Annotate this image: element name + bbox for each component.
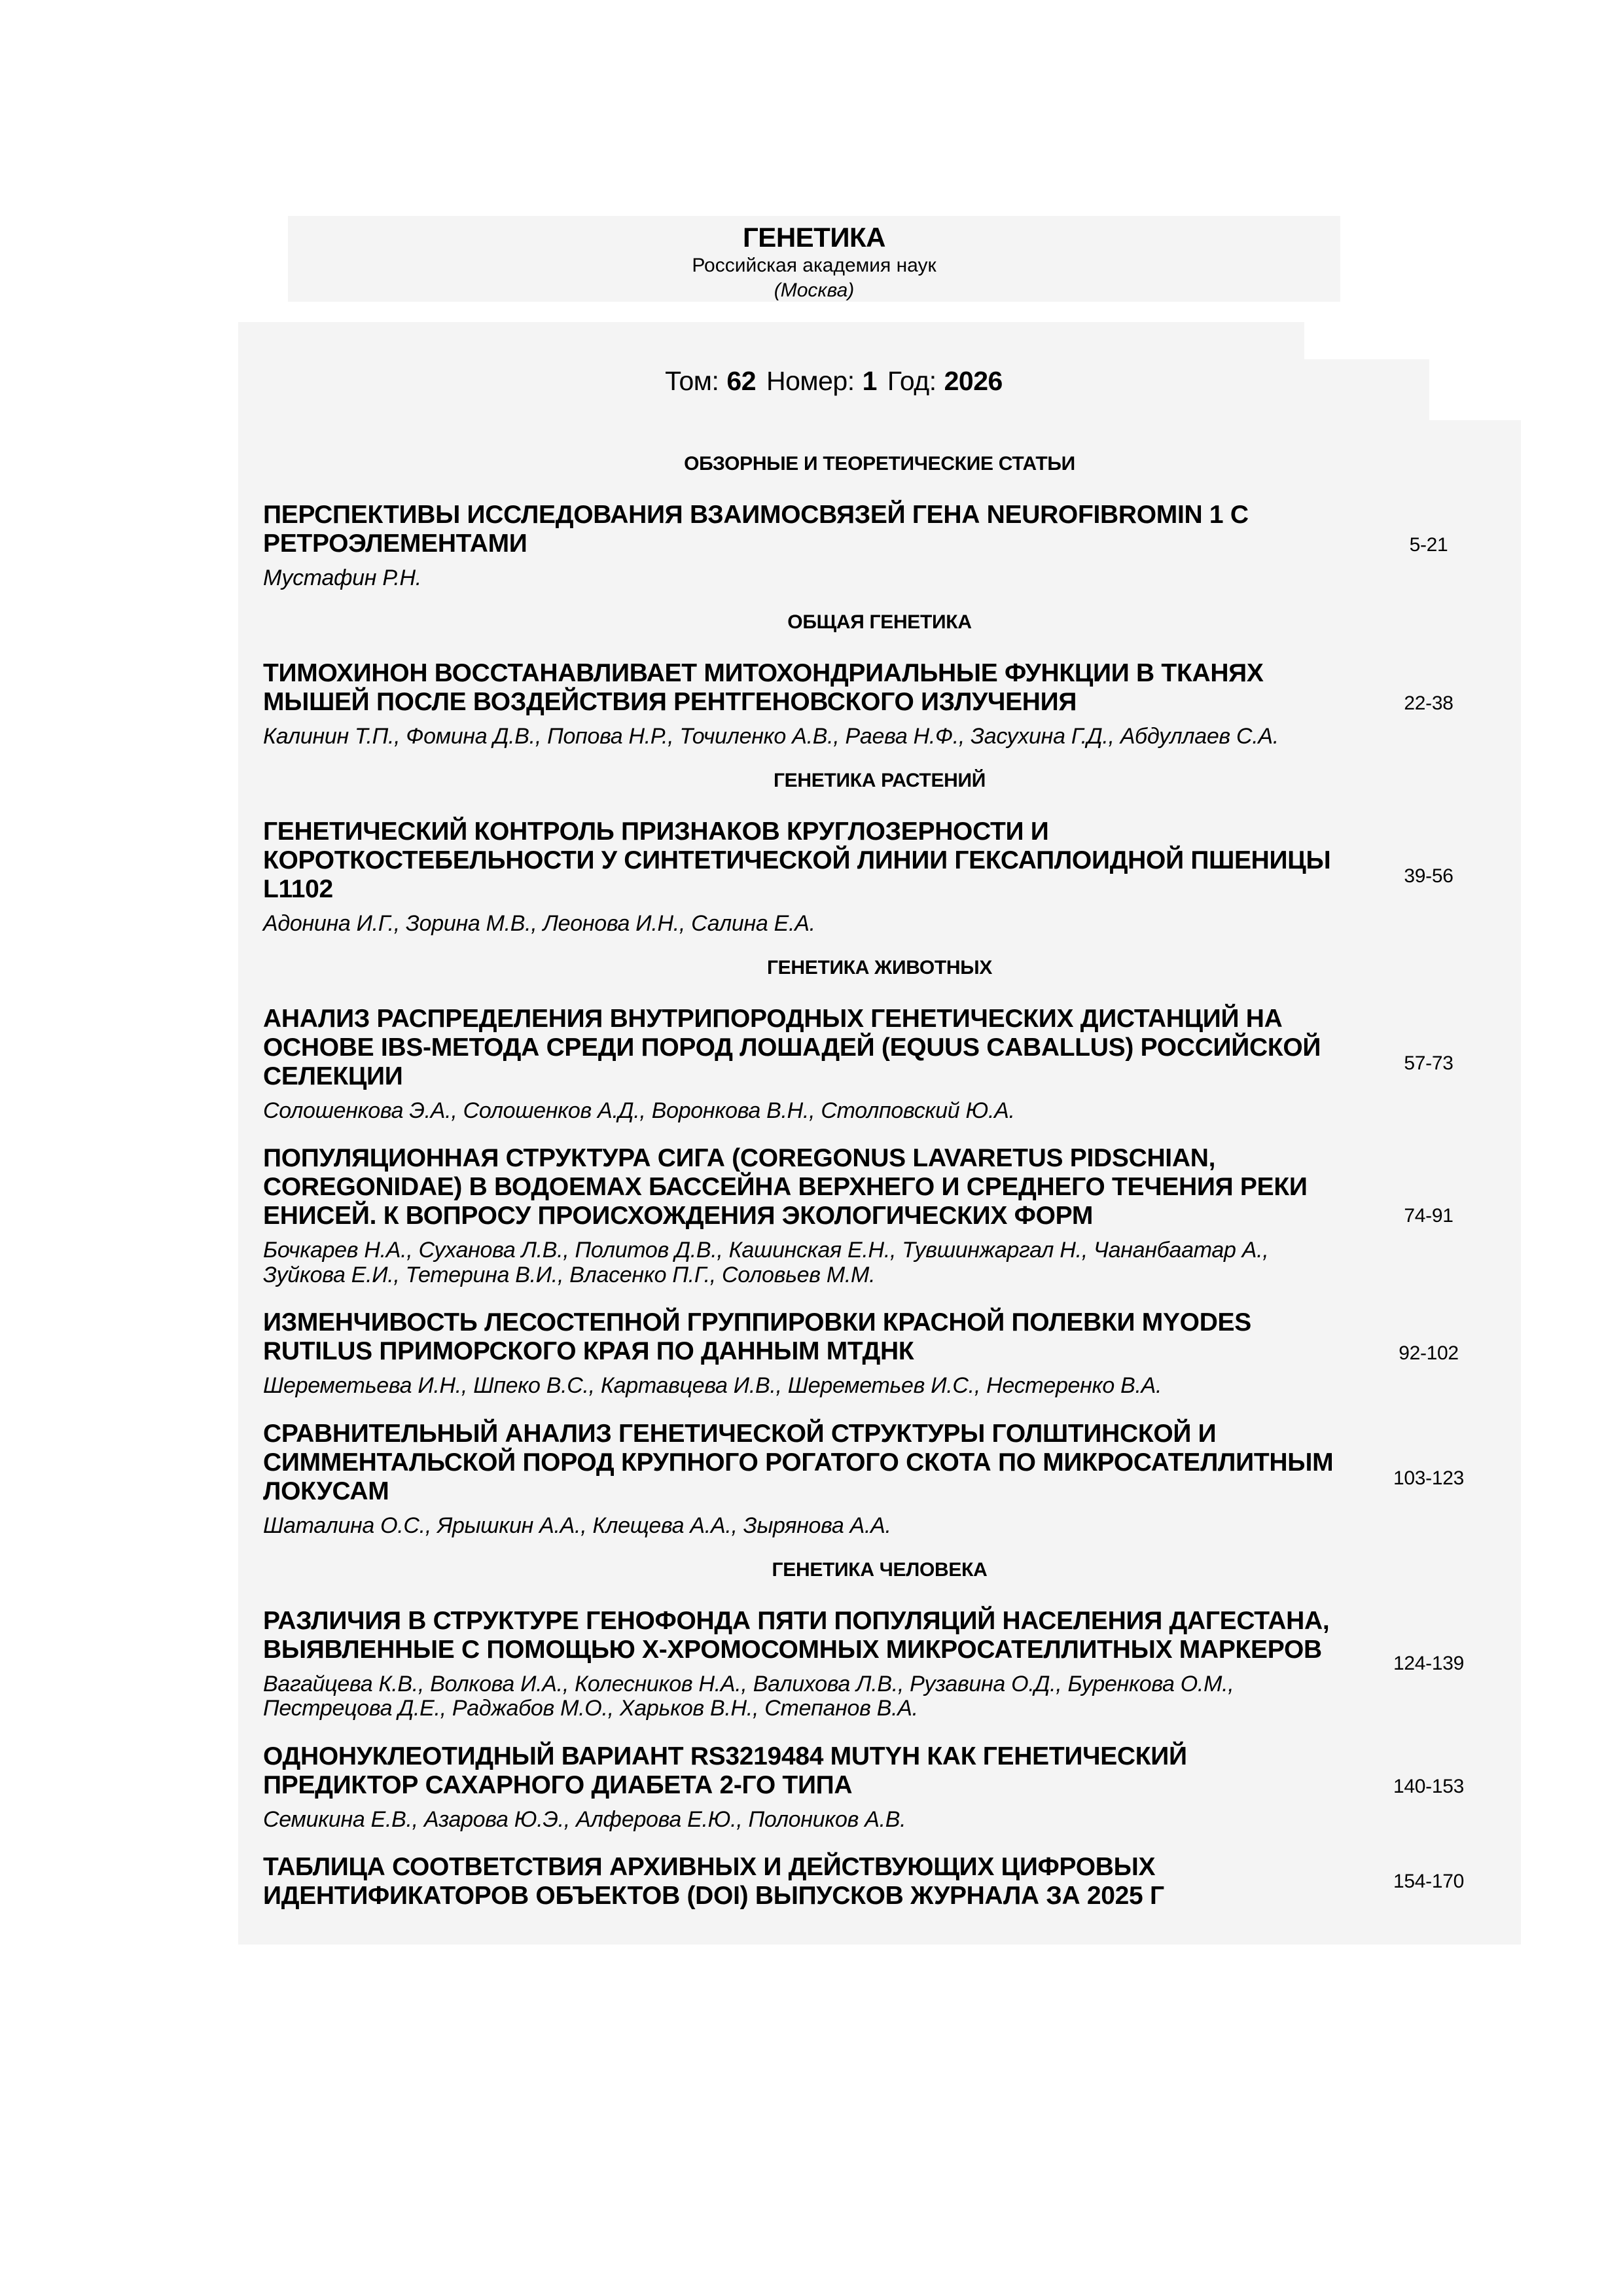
- number-value: 1: [862, 366, 877, 396]
- article-row: [238, 1308, 1521, 1399]
- article-main: [263, 1144, 1336, 1287]
- article-title: ТИМОХИНОН ВОССТАНАВЛИВАЕТ МИТОХОНДРИАЛЬНЫЕ ФУНКЦИИ В ТКАНЯХ МЫШЕЙ ПОСЛЕ ВОЗДЕЙСТВИЯ РЕНТГЕНОВСКОГО ИЗЛУЧЕНИЯ: [263, 658, 1264, 716]
- article-title: ПОПУЛЯЦИОННАЯ СТРУКТУРА СИГА (COREGONUS LAVARETUS PIDSCHIAN, COREGONIDAE) В ВОДОЕМАХ БАССЕЙНА ВЕРХНЕГО И СРЕДНЕГО ТЕЧЕНИЯ РЕКИ ЕНИСЕЙ. К ВОПРОСУ ПРОИСХОЖДЕНИЯ ЭКОЛОГИЧЕСКИХ ФОРМ: [263, 1144, 1308, 1230]
- article-pages: 103-123: [1393, 1467, 1464, 1490]
- article-pages: 39-56: [1404, 865, 1454, 888]
- volume-value: 62: [726, 366, 756, 396]
- article-pages: 5-21: [1409, 534, 1448, 556]
- article-main: [263, 1853, 1336, 1910]
- article-row: [238, 817, 1521, 937]
- article-title: ТАБЛИЦА СООТВЕТСТВИЯ АРХИВНЫХ И ДЕЙСТВУЮЩИХ ЦИФРОВЫХ ИДЕНТИФИКАТОРОВ ОБЪЕКТОВ (DOI) ВЫПУСКОВ ЖУРНАЛА ЗА 2025 Г: [263, 1853, 1164, 1910]
- number-label: Номер:: [766, 366, 855, 396]
- article-title: СРАВНИТЕЛЬНЫЙ АНАЛИЗ ГЕНЕТИЧЕСКОЙ СТРУКТУРЫ ГОЛШТИНСКОЙ И СИММЕНТАЛЬСКОЙ ПОРОД КРУПНОГО РОГАТОГО СКОТА ПО МИКРОСАТЕЛЛИТНЫМ ЛОКУСАМ: [263, 1419, 1334, 1505]
- section-heading: ОБЗОРНЫЕ И ТЕОРЕТИЧЕСКИЕ СТАТЬИ: [684, 453, 1075, 475]
- article-authors: Солошенкова Э.А., Солошенков А.Д., Воронкова В.Н., Столповский Ю.А.: [263, 1098, 1015, 1123]
- article-pages: 57-73: [1404, 1052, 1454, 1075]
- section-heading: ГЕНЕТИКА РАСТЕНИЙ: [773, 770, 986, 792]
- article-pages-column: [1336, 1420, 1521, 1539]
- journal-header: [288, 216, 1340, 302]
- journal-city: (Москва): [774, 279, 855, 302]
- article-row: [238, 1607, 1521, 1721]
- article-pages: 92-102: [1399, 1342, 1459, 1364]
- article-pages-column: [1336, 1308, 1521, 1399]
- table-of-contents: [238, 420, 1521, 1945]
- article-main: [263, 1607, 1336, 1721]
- article-row: [238, 1742, 1521, 1833]
- article-authors: Мустафин Р.Н.: [263, 565, 421, 590]
- article-title: ИЗМЕНЧИВОСТЬ ЛЕСОСТЕПНОЙ ГРУППИРОВКИ КРАСНОЙ ПОЛЕВКИ MYODES RUTILUS ПРИМОРСКОГО КРАЯ ПО ДАННЫМ МТДНК: [263, 1308, 1251, 1366]
- article-pages-column: [1336, 817, 1521, 937]
- article-pages-column: [1336, 1853, 1521, 1910]
- article-authors: Калинин Т.П., Фомина Д.В., Попова Н.Р., Точиленко А.В., Раева Н.Ф., Засухина Г.Д., Абдуллаев С.А.: [263, 723, 1279, 749]
- article-main: [263, 501, 1336, 591]
- article-title: ОДНОНУКЛЕОТИДНЫЙ ВАРИАНТ RS3219484 MUTYH КАК ГЕНЕТИЧЕСКИЙ ПРЕДИКТОР САХАРНОГО ДИАБЕТА 2-ГО ТИПА: [263, 1742, 1187, 1799]
- section-heading: ГЕНЕТИКА ЖИВОТНЫХ: [766, 957, 993, 979]
- article-main: [263, 1005, 1336, 1124]
- article-title: ПЕРСПЕКТИВЫ ИССЛЕДОВАНИЯ ВЗАИМОСВЯЗЕЙ ГЕНА NEUROFIBROMIN 1 С РЕТРОЭЛЕМЕНТАМИ: [263, 500, 1249, 558]
- article-title: РАЗЛИЧИЯ В СТРУКТУРЕ ГЕНОФОНДА ПЯТИ ПОПУЛЯЦИЙ НАСЕЛЕНИЯ ДАГЕСТАНА, ВЫЯВЛЕННЫЕ С ПОМОЩЬЮ Х-ХРОМОСОМНЫХ МИКРОСАТЕЛЛИТНЫХ МАРКЕРОВ: [263, 1606, 1330, 1664]
- article-pages-column: [1336, 1742, 1521, 1833]
- article-main: [263, 659, 1336, 749]
- article-title: АНАЛИЗ РАСПРЕДЕЛЕНИЯ ВНУТРИПОРОДНЫХ ГЕНЕТИЧЕСКИХ ДИСТАНЦИЙ НА ОСНОВЕ IBS-МЕТОДА СРЕДИ ПОРОД ЛОШАДЕЙ (EQUUS CABALLUS) РОССИЙСКОЙ СЕЛЕКЦИИ: [263, 1004, 1321, 1090]
- article-pages-column: [1336, 1144, 1521, 1287]
- year-label: Год:: [887, 366, 936, 396]
- article-main: [263, 817, 1336, 937]
- year-value: 2026: [944, 366, 1003, 396]
- article-pages-column: [1336, 659, 1521, 749]
- article-row: [238, 1853, 1521, 1910]
- article-row: [238, 1420, 1521, 1539]
- article-pages-column: [1336, 1607, 1521, 1721]
- article-authors: Семикина Е.В., Азарова Ю.Э., Алферова Е.Ю., Полоников А.В.: [263, 1806, 906, 1832]
- section-heading: ОБЩАЯ ГЕНЕТИКА: [787, 611, 972, 634]
- article-pages: 124-139: [1393, 1653, 1464, 1675]
- issue-band: [238, 359, 1429, 420]
- article-pages: 74-91: [1404, 1204, 1454, 1227]
- journal-organization: Российская академия наук: [692, 255, 936, 277]
- article-row: [238, 659, 1521, 749]
- article-main: [263, 1420, 1336, 1539]
- issue-line: [238, 366, 1429, 397]
- article-main: [263, 1308, 1336, 1399]
- article-pages: 22-38: [1404, 692, 1454, 715]
- article-row: [238, 1144, 1521, 1287]
- article-row: [238, 501, 1521, 591]
- article-pages: 154-170: [1393, 1871, 1464, 1893]
- journal-title: ГЕНЕТИКА: [743, 222, 885, 253]
- section-heading: ГЕНЕТИКА ЧЕЛОВЕКА: [772, 1559, 988, 1581]
- spacer-band: [238, 322, 1304, 359]
- article-authors: Бочкарев Н.А., Суханова Л.В., Политов Д.В., Кашинская Е.Н., Тувшинжаргал Н., Чананбаатар А., Зуйкова Е.И., Тетерина В.И., Власенко П.Г., Соловьев М.М.: [263, 1238, 1269, 1287]
- volume-label: Том:: [665, 366, 719, 396]
- article-authors: Шереметьева И.Н., Шпеко В.С., Картавцева И.В., Шереметьев И.С., Нестеренко В.А.: [263, 1373, 1162, 1399]
- article-authors: Вагайцева К.В., Волкова И.А., Колесников Н.А., Валихова Л.В., Рузавина О.Д., Буренкова О.М., Пестрецова Д.Е., Раджабов М.О., Харьков В.Н., Степанов В.А.: [263, 1671, 1234, 1721]
- article-row: [238, 1005, 1521, 1124]
- article-pages-column: [1336, 1005, 1521, 1124]
- article-authors: Адонина И.Г., Зорина М.В., Леонова И.Н., Салина Е.А.: [263, 910, 815, 936]
- article-title: ГЕНЕТИЧЕСКИЙ КОНТРОЛЬ ПРИЗНАКОВ КРУГЛОЗЕРНОСТИ И КОРОТКОСТЕБЕЛЬНОСТИ У СИНТЕТИЧЕСКОЙ ЛИНИИ ГЕКСАПЛОИДНОЙ ПШЕНИЦЫ L1102: [263, 817, 1331, 903]
- article-authors: Шаталина О.С., Ярышкин А.А., Клещева А.А., Зырянова А.А.: [263, 1513, 891, 1538]
- article-pages-column: [1336, 501, 1521, 591]
- article-main: [263, 1742, 1336, 1833]
- article-pages: 140-153: [1393, 1776, 1464, 1798]
